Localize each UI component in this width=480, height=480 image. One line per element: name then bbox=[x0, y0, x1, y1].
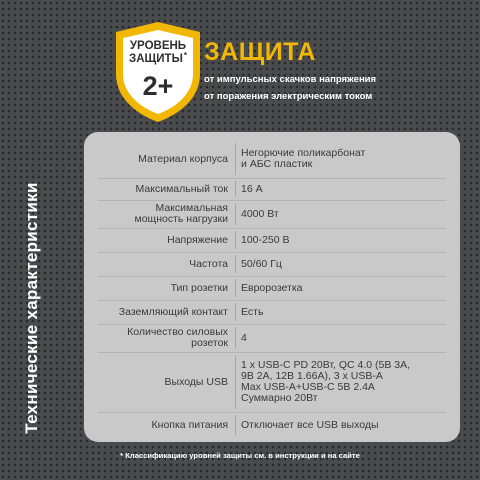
spec-value-line: 4000 Вт bbox=[241, 207, 279, 220]
spec-value bbox=[241, 178, 450, 200]
spec-value-line: Негорючие поликарбонат bbox=[241, 147, 366, 159]
spec-value-line: Есть bbox=[241, 305, 264, 318]
spec-separator bbox=[235, 355, 236, 409]
spec-separator bbox=[235, 181, 236, 197]
spec-label-line: Количество силовых bbox=[127, 326, 228, 338]
spec-row bbox=[84, 300, 460, 324]
spec-label bbox=[84, 412, 230, 438]
spec-label bbox=[84, 300, 230, 324]
spec-separator bbox=[235, 327, 236, 349]
spec-value-line: 4 bbox=[241, 331, 247, 344]
spec-label bbox=[84, 352, 230, 412]
spec-label bbox=[84, 200, 230, 228]
spec-label bbox=[84, 252, 230, 276]
spec-label-line: Выходы USB bbox=[164, 375, 228, 388]
badge-asterisk: * bbox=[183, 50, 187, 60]
spec-value-line: Евророзетка bbox=[241, 281, 303, 294]
spec-separator bbox=[235, 279, 236, 297]
spec-value bbox=[241, 276, 450, 300]
spec-label-line: Частота bbox=[189, 257, 228, 270]
spec-value-line: 50/60 Гц bbox=[241, 257, 282, 270]
spec-value bbox=[241, 140, 450, 178]
protection-line-2: от поражения электрическим током bbox=[204, 91, 373, 102]
badge-caption bbox=[112, 40, 204, 66]
badge-line-2 bbox=[112, 50, 204, 67]
spec-separator bbox=[235, 231, 236, 249]
spec-label-line: Заземляющий контакт bbox=[118, 305, 228, 318]
spec-label bbox=[84, 140, 230, 178]
side-title: Технические характеристики bbox=[22, 182, 41, 434]
protection-title: ЗАЩИТА bbox=[204, 38, 316, 66]
spec-label bbox=[84, 178, 230, 200]
spec-value-line: 16 А bbox=[241, 182, 263, 195]
protection-line-1: от импульсных скачков напряжения bbox=[204, 74, 377, 85]
spec-label-line: Тип розетки bbox=[170, 281, 228, 294]
spec-separator bbox=[235, 415, 236, 435]
badge-level: 2+ bbox=[142, 71, 174, 101]
spec-row bbox=[84, 324, 460, 352]
spec-value-line: 9В 2А, 12В 1.66А), 3 x USB-A bbox=[241, 370, 383, 382]
spec-label-line: Материал корпуса bbox=[138, 152, 228, 165]
spec-value bbox=[241, 252, 450, 276]
spec-label-line: мощность нагрузки bbox=[134, 213, 228, 225]
spec-value bbox=[241, 228, 450, 252]
spec-value-line: и АБС пластик bbox=[241, 158, 313, 170]
spec-value bbox=[241, 300, 450, 324]
spec-label-line: розеток bbox=[191, 337, 228, 349]
spec-separator bbox=[235, 303, 236, 321]
spec-row bbox=[84, 228, 460, 252]
spec-value-line: Отключает все USB выходы bbox=[241, 418, 379, 431]
spec-separator bbox=[235, 143, 236, 175]
spec-row bbox=[84, 252, 460, 276]
spec-row bbox=[84, 412, 460, 438]
spec-label bbox=[84, 276, 230, 300]
spec-label bbox=[84, 324, 230, 352]
spec-label bbox=[84, 228, 230, 252]
spec-label-line: Максимальный ток bbox=[135, 182, 228, 195]
spec-row bbox=[84, 140, 460, 178]
badge-line-1: УРОВЕНЬ bbox=[129, 40, 187, 52]
spec-value-line: 1 x USB-C PD 20Вт, QC 4.0 (5В 3А, bbox=[241, 359, 411, 371]
spec-value bbox=[241, 412, 450, 438]
specs-table bbox=[84, 132, 460, 442]
spec-row bbox=[84, 352, 460, 412]
spec-value-line: Max USB-A+USB-C 5В 2.4А bbox=[241, 381, 375, 393]
spec-row bbox=[84, 276, 460, 300]
spec-label-line: Максимальная bbox=[155, 202, 228, 214]
spec-value bbox=[241, 200, 450, 228]
badge-line-2-text: ЗАЩИТЫ bbox=[129, 52, 183, 65]
spec-value-line: Суммарно 20Вт bbox=[241, 392, 318, 404]
spec-separator bbox=[235, 203, 236, 225]
spec-value-line: 100-250 В bbox=[241, 233, 290, 246]
spec-label-line: Кнопка питания bbox=[151, 418, 228, 431]
spec-separator bbox=[235, 255, 236, 273]
spec-value bbox=[241, 324, 450, 352]
protection-level-badge bbox=[112, 20, 204, 124]
spec-row bbox=[84, 200, 460, 228]
footnote: * Классификацию уровней защиты см. в инструкции и на сайте bbox=[120, 451, 360, 460]
spec-value bbox=[241, 352, 450, 412]
spec-label-line: Напряжение bbox=[167, 233, 228, 246]
spec-row bbox=[84, 178, 460, 200]
